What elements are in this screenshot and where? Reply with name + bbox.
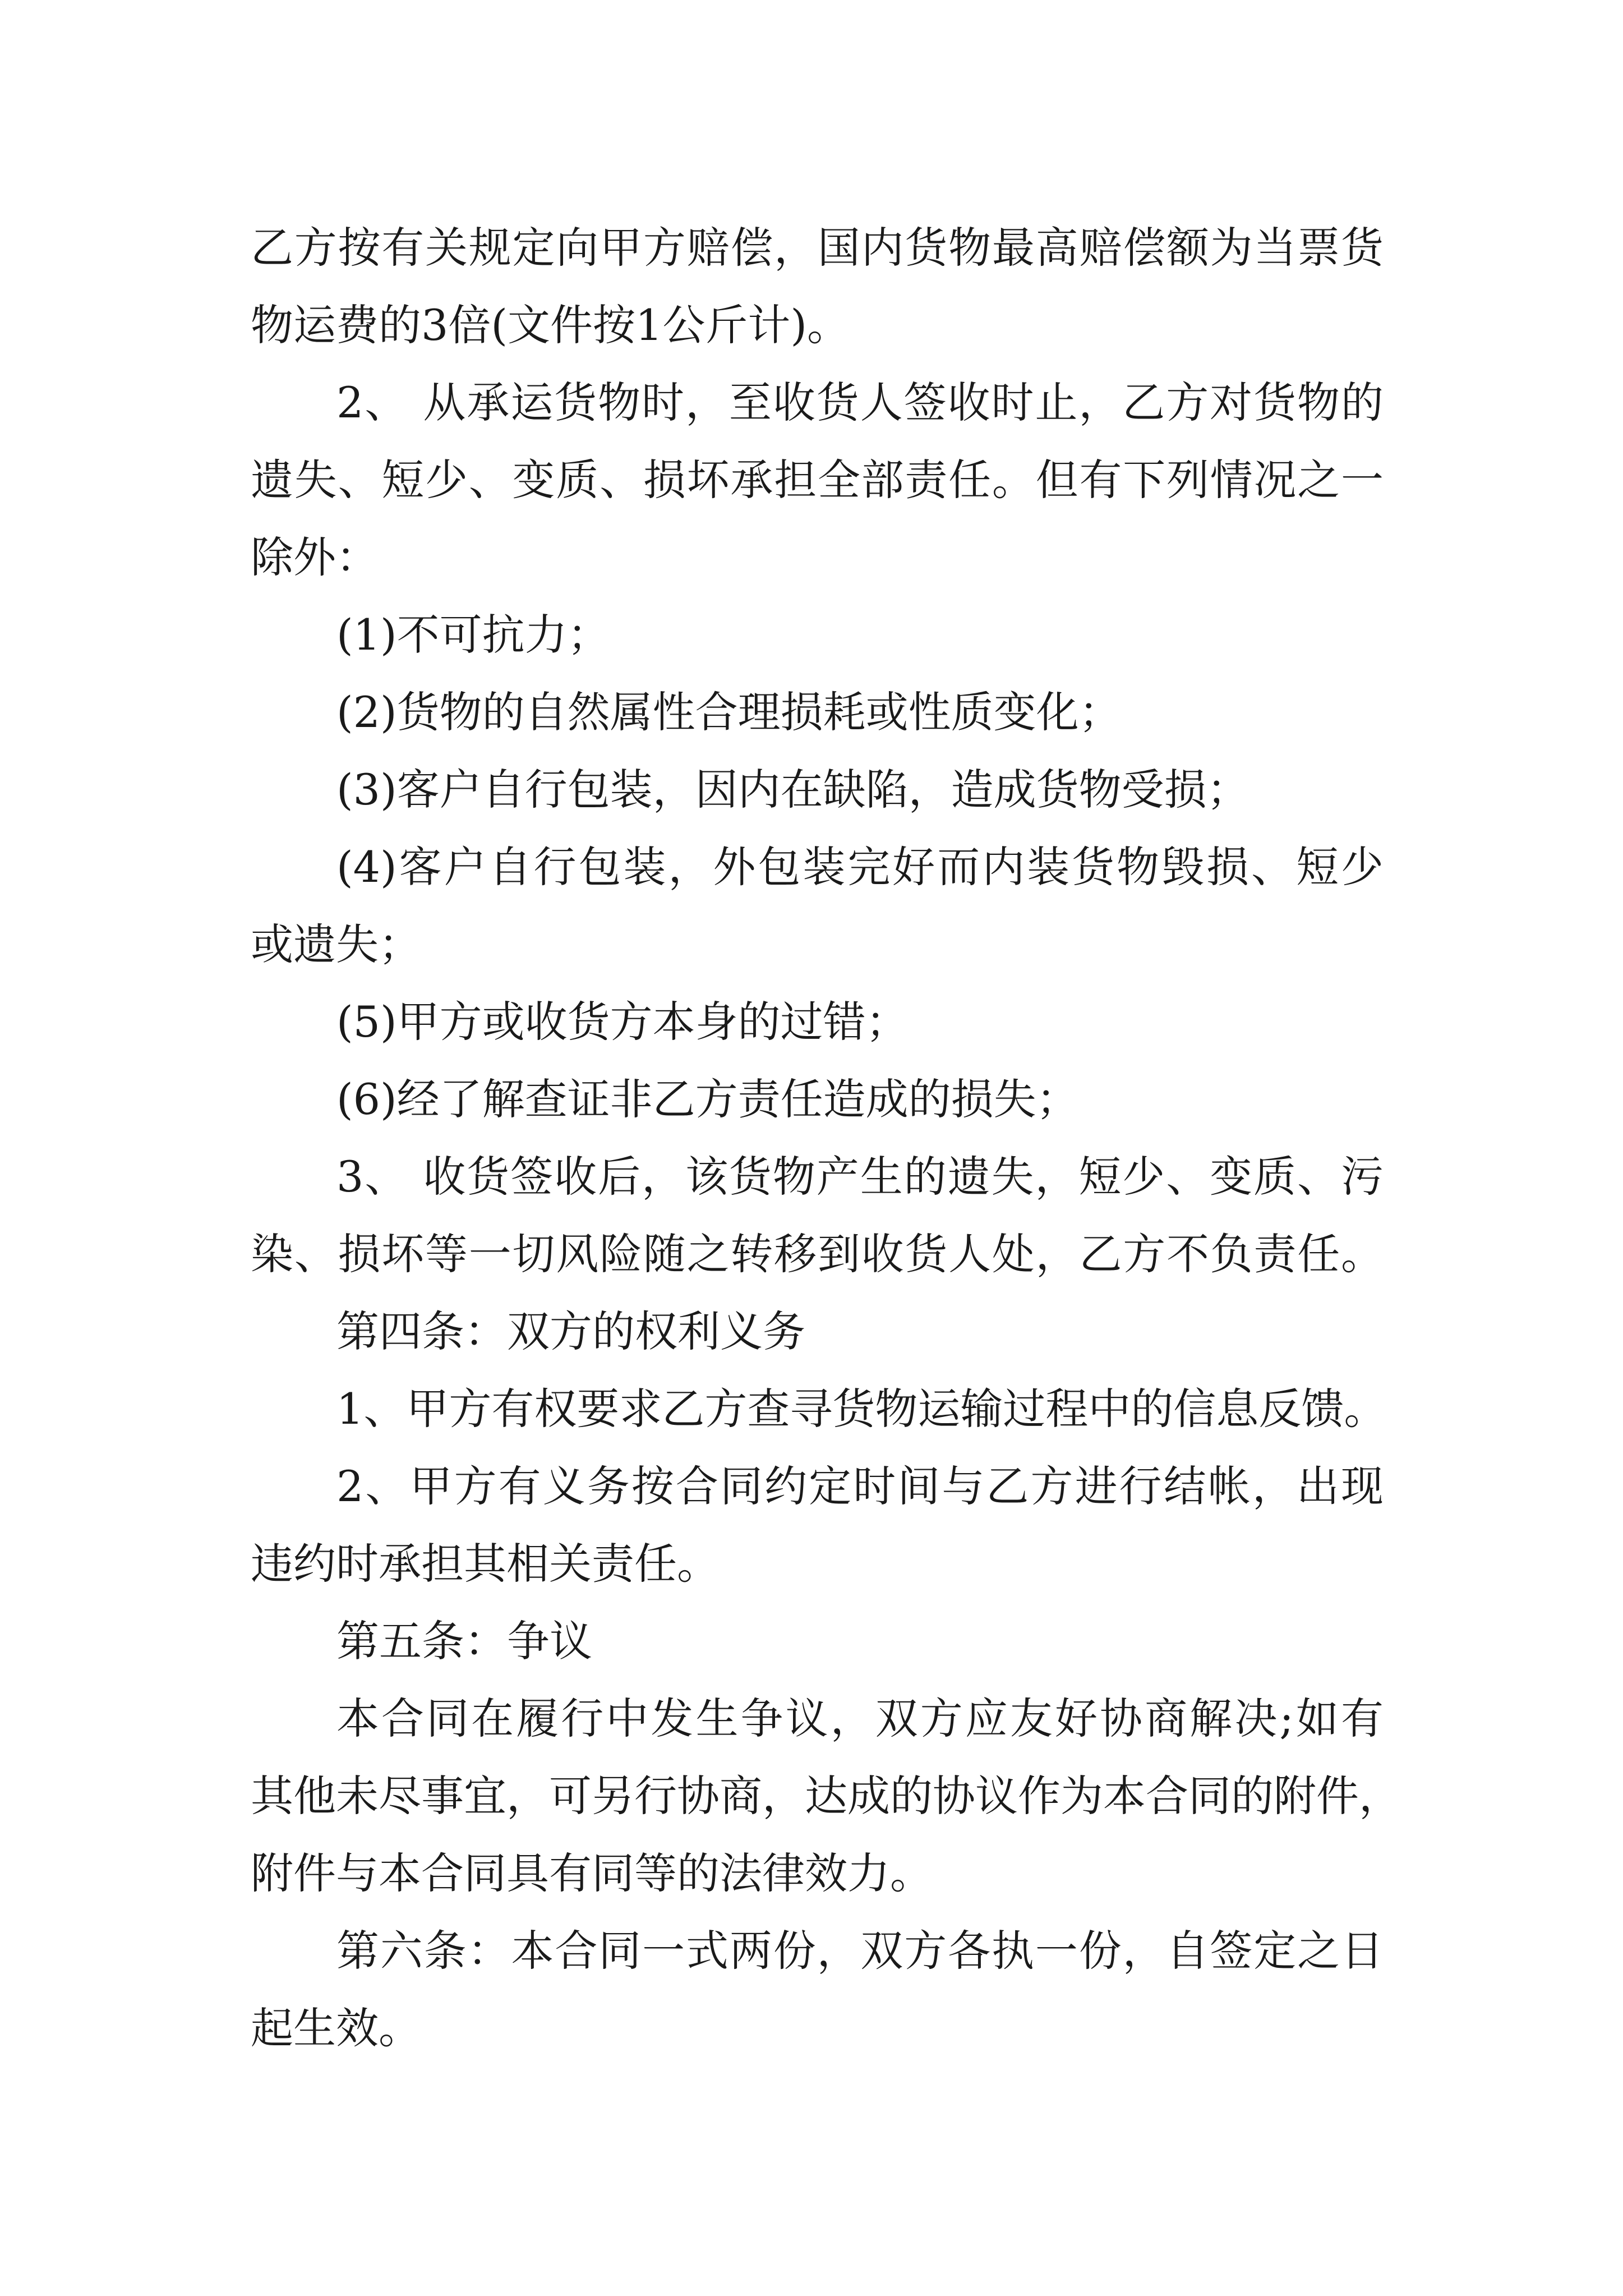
text-line: 附件与本合同具有同等的法律效力。 [251, 1848, 933, 1898]
list-item: (5)甲方或收货方本身的过错； [336, 997, 909, 1047]
text-line: 遗失、短少、变质、损坏承担全部责任。但有下列情况之一 [251, 455, 1384, 505]
text-line: 本合同在履行中发生争议，双方应友好协商解决;如有 [336, 1694, 1384, 1743]
list-item: (3)客户自行包装，因内在缺陷，造成货物受损； [336, 765, 1249, 815]
text-line: 或遗失； [251, 919, 421, 969]
text-line: 1、甲方有权要求乙方查寻货物运输过程中的信息反馈。 [336, 1384, 1387, 1434]
list-item: (1)不可抗力； [336, 610, 610, 660]
text-line: 2、 从承运货物时，至收货人签收时止，乙方对货物的 [336, 378, 1384, 427]
text-line: 起生效。 [251, 2003, 421, 2053]
list-item: (4)客户自行包装，外包装完好而内装货物毁损、短少 [336, 842, 1384, 892]
text-line: 2、甲方有义务按合同约定时间与乙方进行结帐，出现 [336, 1461, 1384, 1511]
text-line: 染、损坏等一切风险随之转移到收货人处，乙方不负责任。 [251, 1229, 1384, 1279]
text-line: 乙方按有关规定向甲方赔偿，国内货物最高赔偿额为当票货 [251, 223, 1384, 273]
text-line: 其他未尽事宜，可另行协商，达成的协议作为本合同的附件， [251, 1771, 1401, 1821]
list-item: (2)货物的自然属性合理损耗或性质变化； [336, 687, 1122, 737]
section-heading: 第六条：本合同一式两份，双方各执一份，自签定之日 [336, 1926, 1384, 1976]
section-heading: 第五条：争议 [336, 1616, 592, 1666]
section-heading: 第四条：双方的权利义务 [336, 1306, 805, 1356]
text-line: 违约时承担其相关责任。 [251, 1539, 720, 1589]
text-line: 物运费的3倍(文件按1公斤计)。 [251, 300, 850, 350]
list-item: (6)经了解查证非乙方责任造成的损失； [336, 1074, 1079, 1124]
text-line: 3、 收货签收后，该货物产生的遗失，短少、变质、污 [336, 1152, 1384, 1202]
text-line: 除外： [251, 532, 379, 582]
